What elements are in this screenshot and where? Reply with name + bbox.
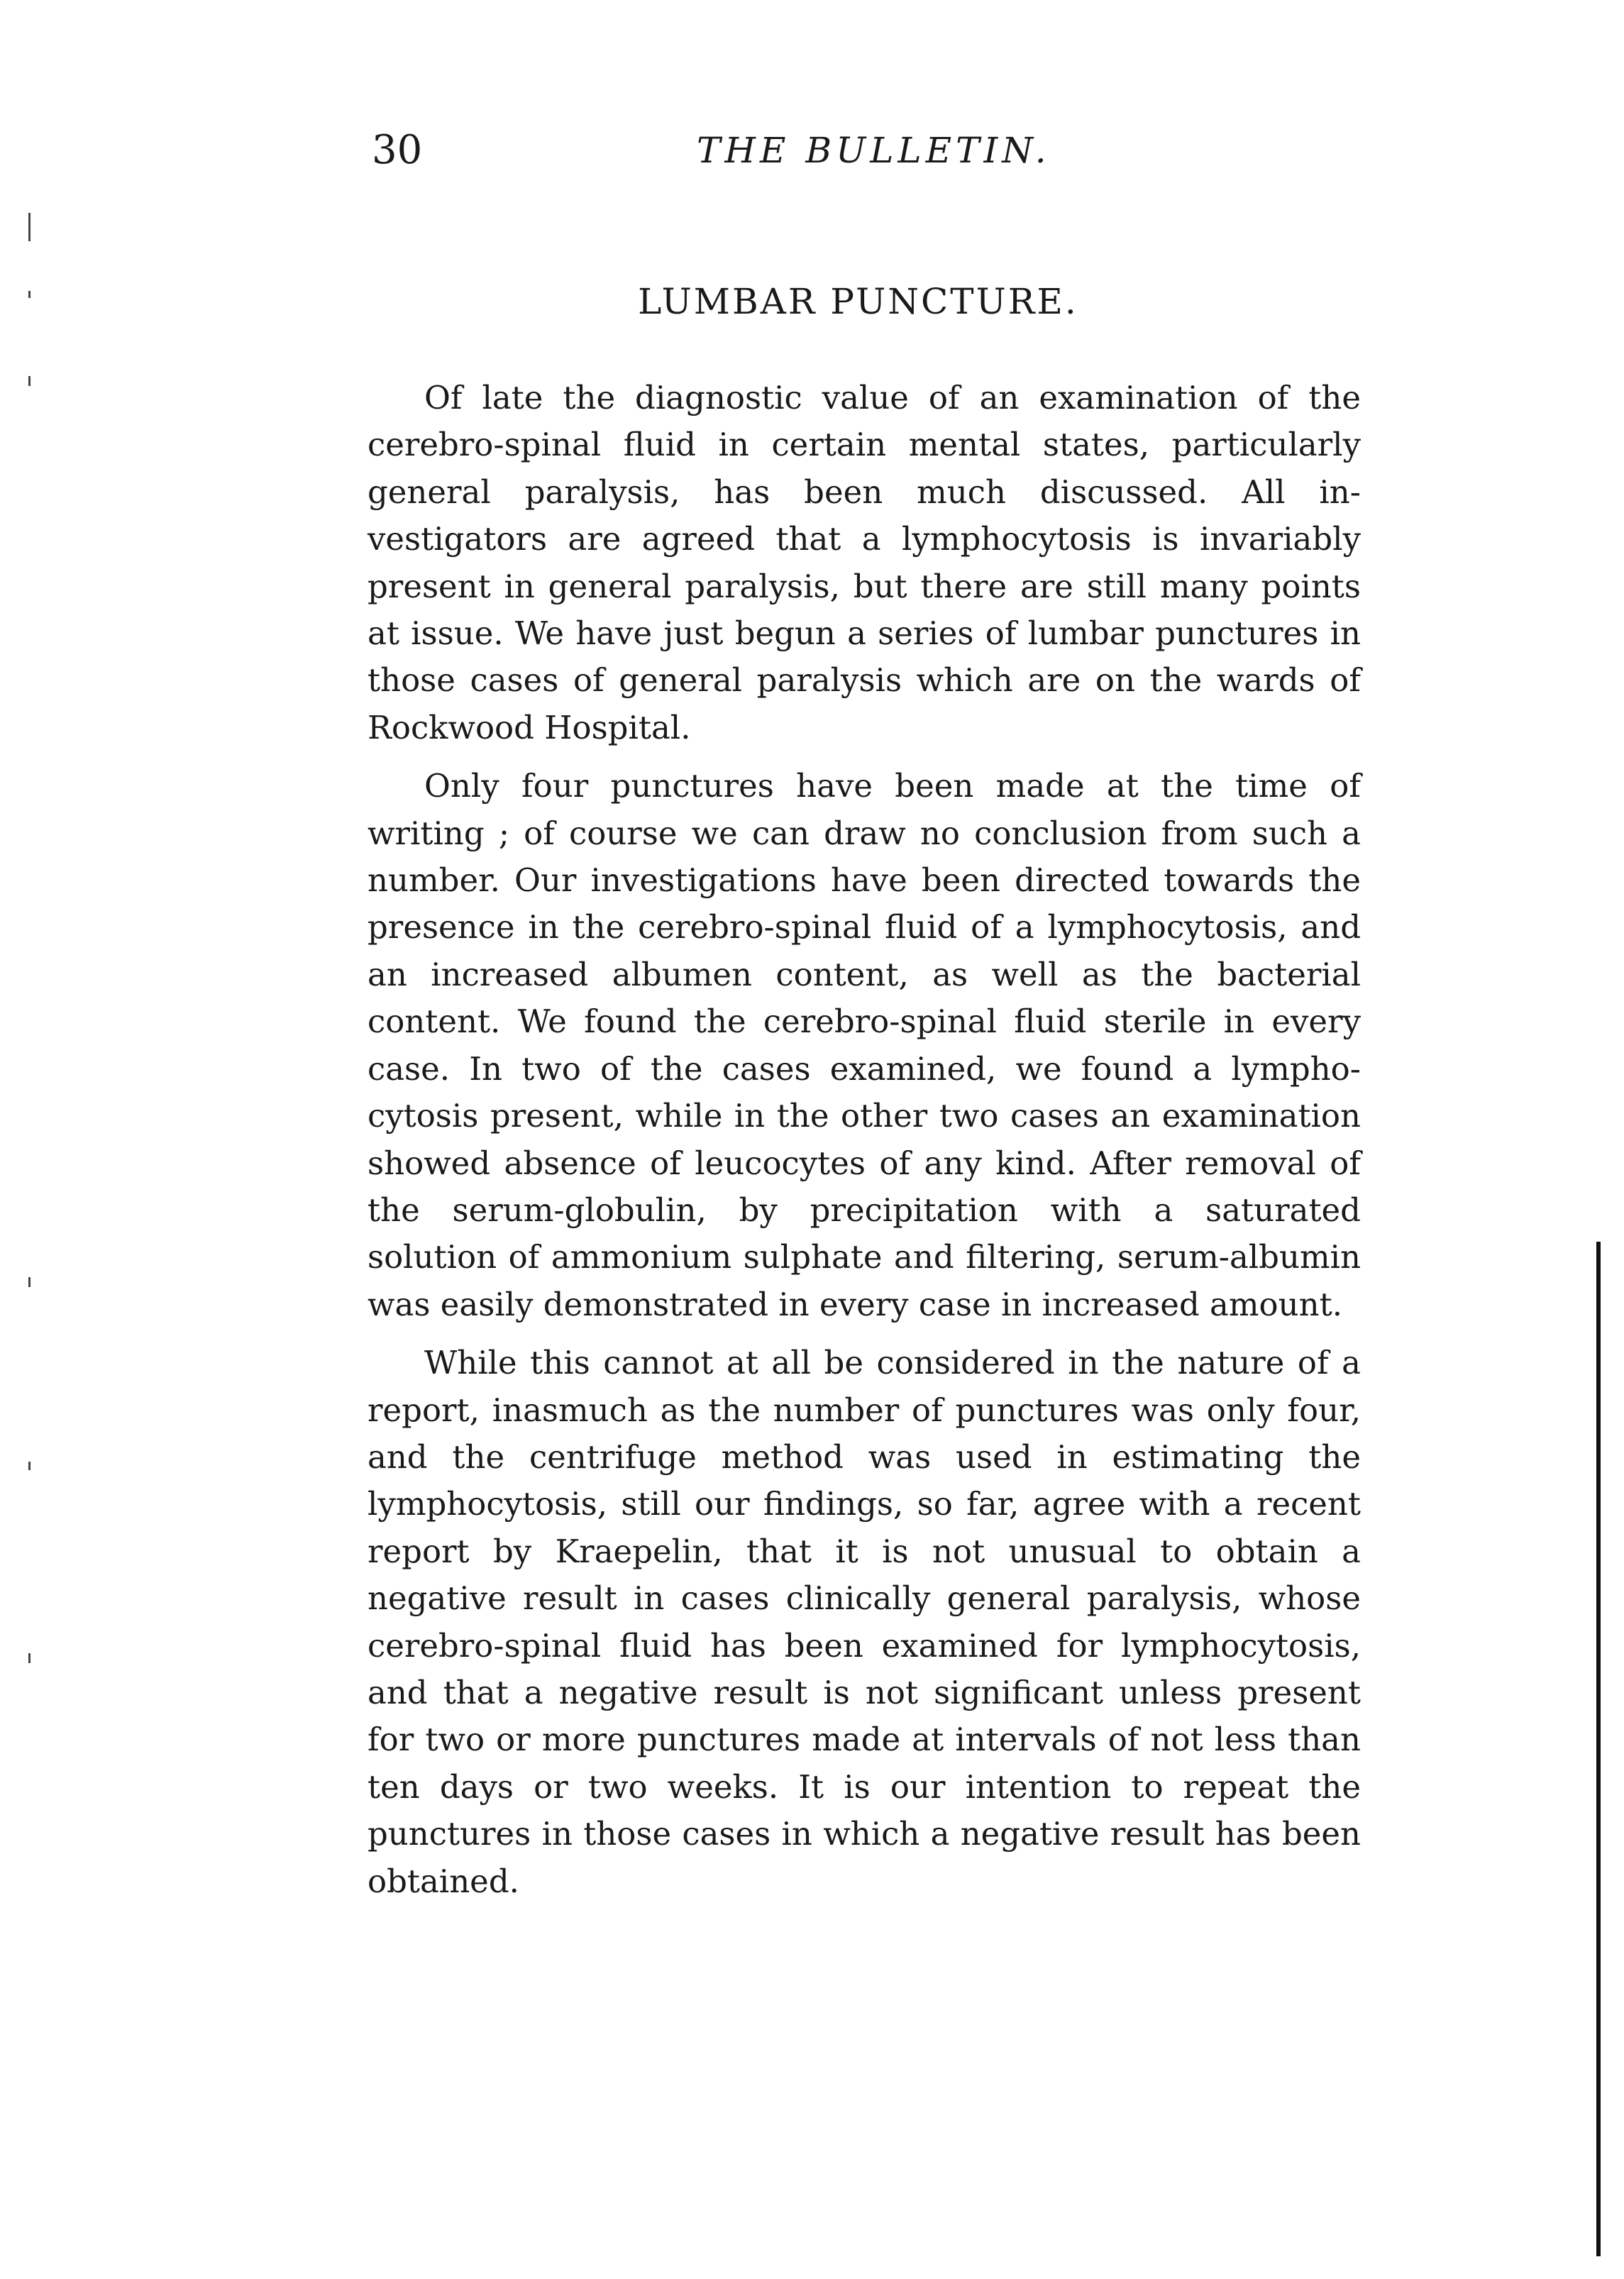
journal-title: THE BULLETIN. — [697, 130, 1051, 171]
running-head — [372, 122, 1365, 179]
binding-edge-line — [1596, 1242, 1601, 2256]
scan-speck — [28, 1462, 31, 1470]
scan-speck — [28, 213, 31, 241]
article-title: LUMBAR PUNCTURE. — [638, 281, 1078, 322]
article-body — [368, 375, 1361, 1916]
paragraph-2: Only four punctures have been made at the time of writing ; of course we can draw no conclusion from such a number. Our investigations have been directed towards the presence in the cerebro-spinal fluid of a lymphocytosis, and an increased albumen content, as well as the bacterial content. We found the cerebro-spinal fluid sterile in every case. In two of the cases examined, we found a lymphocytosis present, while in the other two cases an examination showed absence of leucocytes of any kind. After removal of the serum-globulin, by precipitation with a saturated solution of ammonium sulphate and filtering, serum-albumin was easily demonstrated in every case in increased amount. — [368, 767, 1361, 1323]
margin-scan-specks — [28, 106, 43, 2235]
scan-speck — [28, 376, 31, 386]
paragraph-3: While this cannot at all be considered in the nature of a report, inasmuch as the number of punctures was only four, and the centrifuge method was used in estimating the lymphocytosis, still our findings, so far, agree with a recent report by Kraepelin, that it is not unusual to obtain a negative result in cases clinically general paralysis, whose cerebro-spinal fluid has been examined for lymphocytosis, and that a negative result is not significant unless present for two or more punctures made at intervals of not less than ten days or two weeks. It is our intention to repeat the punctures in those cases in which a negative result has been obtained. — [368, 1344, 1361, 1900]
scan-speck — [28, 1653, 31, 1663]
page-number: 30 — [372, 127, 423, 173]
paragraph-1: Of late the diagnostic value of an examination of the cerebro-spinal fluid in certain mental states, particularly general paralysis, has been much discussed. All investigators are agreed that a lymphocytosis is invariably present in general paralysis, but there are still many points at issue. We have just begun a series of lumbar punctures in those cases of general paralysis which are on the wards of Rockwood Hospital. — [368, 379, 1361, 746]
scan-speck — [28, 1277, 31, 1287]
